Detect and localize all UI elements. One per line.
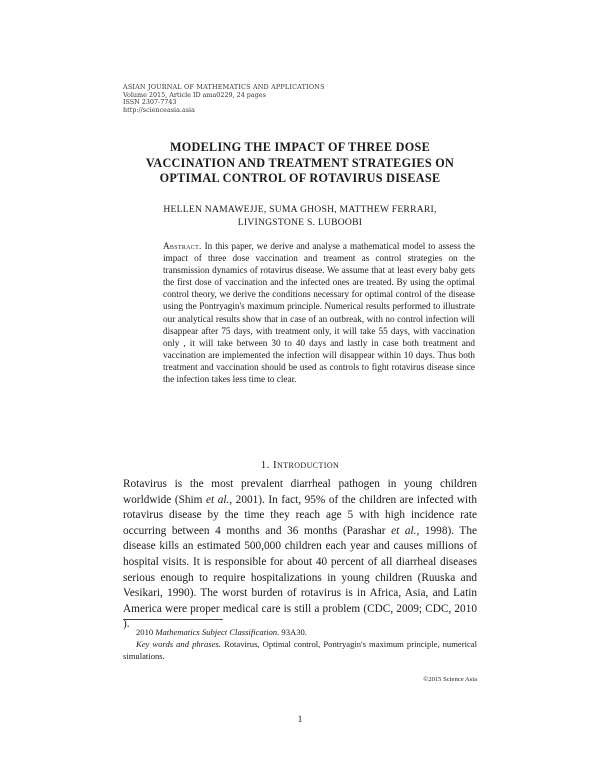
journal-name: ASIAN JOURNAL OF MATHEMATICS AND APPLICATIONS bbox=[123, 83, 325, 91]
intro-text-1: Rotavirus is the most prevalent diarrheal pathogen in young children worldwide (Shim bbox=[123, 478, 477, 506]
intro-paragraph bbox=[123, 477, 477, 633]
journal-url[interactable]: http://scienceasia.asia bbox=[123, 105, 195, 114]
title-line: MODELING THE IMPACT OF THREE DOSE bbox=[169, 140, 431, 154]
section-heading bbox=[120, 459, 480, 471]
keywords-label: Key words and phrases. bbox=[136, 638, 221, 649]
keywords-footnote bbox=[123, 639, 477, 663]
copyright-notice: ©2015 Science Asia bbox=[423, 676, 477, 683]
intro-text-3: , 1998). The disease kills an estimated 500,000 children each year and causes millions of hospital visits. It is responsible for about 40 percent of all diarrheal diseases serious enough to require hospitalizations in young children (Ruuska and Vesikari, 1990). The worst burden of rotavirus is in Africa, Asia, and Latin America were proper medical care is still a problem (CDC, 2009; CDC, 2010 ). bbox=[123, 524, 477, 631]
abstract-text: In this paper, we derive and analyse a mathematical model to assess the impact of three dose vaccination and treament as control strategies on the transmission dynamics of rotavirus disease. We assume that at least every baby gets the first dose of vaccination and the infected ones are treated. By using the optimal control theory, we derive the conditions necessary for optimal control of the disease using the Pontryagin's maximum principle. Numerical results performed to illustrate our analytical results show that in case of an outbreak, with no control infection will disappear after 75 days, with treatment only, it will take 55 days, with vaccination only , it will take between 30 to 40 days and lastly in case both treatment and vaccination are implemented the infection will disappear within 10 days. Thus both treatment and vaccination should be used as controls to fight rotavirus disease since the infection takes less time to clear. bbox=[163, 241, 475, 385]
intro-etal-2: et al. bbox=[391, 524, 417, 537]
journal-header bbox=[123, 84, 325, 114]
footnote-rule bbox=[123, 619, 223, 620]
intro-etal-1: et al. bbox=[206, 493, 230, 506]
title-line: OPTIMAL CONTROL OF ROTAVIRUS DISEASE bbox=[159, 171, 441, 185]
msc-label: Mathematics Subject Classification. bbox=[155, 627, 280, 637]
abstract-label: Abstract. bbox=[163, 241, 202, 251]
msc-value: 93A30. bbox=[281, 627, 307, 637]
abstract bbox=[163, 240, 475, 385]
msc-footnote bbox=[123, 627, 477, 639]
journal-issn: ISSN 2307-7743 bbox=[123, 98, 177, 107]
section-number: 1. bbox=[260, 459, 270, 471]
authors-line-2: LIVINGSTONE S. LUBOOBI bbox=[237, 216, 363, 228]
page-number: 1 bbox=[297, 715, 303, 725]
journal-volume: Volume 2015, Article ID ama0229, 24 pages bbox=[123, 90, 266, 99]
section-title: Introduction bbox=[272, 459, 340, 471]
keywords-value: Rotavirus, Optimal control, Pontryagin's maximum principle, numerical simulations. bbox=[123, 638, 477, 661]
paper-title bbox=[110, 140, 490, 187]
intro-text-2: , 2001). In fact, 95% of the children are infected with rotavirus disease by the time they reach age 5 with high incidence rate occurring between 4 months and 36 months (Parashar bbox=[123, 493, 477, 537]
msc-prefix: 2010 bbox=[136, 627, 154, 637]
author-list bbox=[110, 204, 490, 229]
footnotes bbox=[123, 627, 477, 662]
authors-line-1: HELLEN NAMAWEJJE, SUMA GHOSH, MATTHEW FERRARI, bbox=[163, 204, 437, 215]
title-line: VACCINATION AND TREATMENT STRATEGIES ON bbox=[145, 155, 455, 170]
